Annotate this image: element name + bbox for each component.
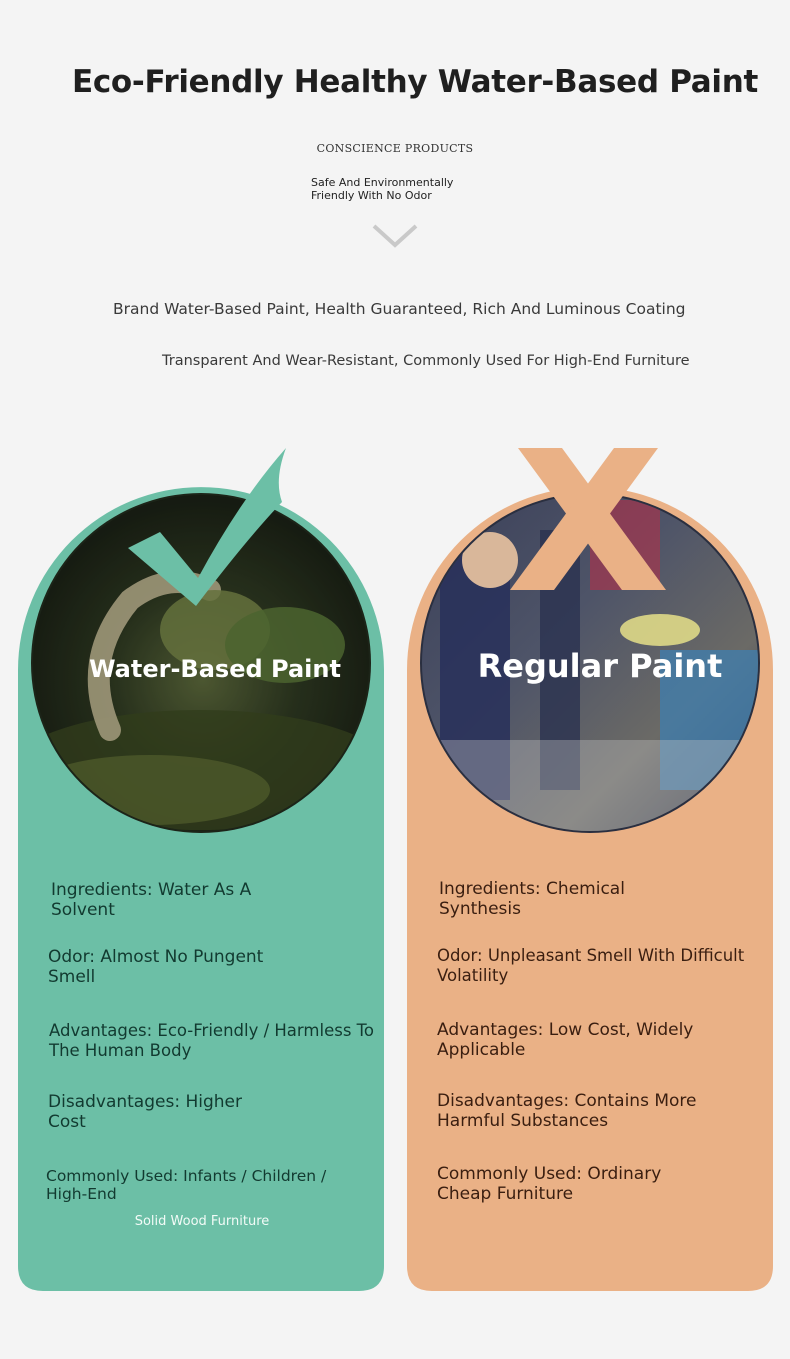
regular-paint-title: Regular Paint bbox=[477, 647, 723, 685]
regular-advantages: Advantages: Low Cost, Widely Applicable bbox=[437, 1020, 694, 1060]
description-line-1: Brand Water-Based Paint, Health Guaranteed, Rich And Luminous Coating bbox=[113, 300, 686, 318]
regular-disadvantages: Disadvantages: Contains More Harmful Substances bbox=[437, 1091, 697, 1131]
water-based-disadvantages: Disadvantages: Higher Cost bbox=[48, 1092, 242, 1132]
tagline bbox=[311, 176, 491, 202]
water-based-odor: Odor: Almost No Pungent Smell bbox=[48, 947, 264, 987]
water-based-ingredients: Ingredients: Water As A Solvent bbox=[51, 880, 252, 920]
regular-ingredients: Ingredients: Chemical Synthesis bbox=[439, 879, 625, 919]
regular-commonly-used: Commonly Used: Ordinary Cheap Furniture bbox=[437, 1164, 662, 1204]
tagline-line-2: Friendly With No Odor bbox=[311, 189, 432, 202]
page-title: Eco-Friendly Healthy Water-Based Paint bbox=[71, 64, 759, 100]
chevron-down-icon bbox=[372, 222, 418, 248]
page-subtitle: CONSCIENCE PRODUCTS bbox=[316, 142, 474, 155]
description-line-2: Transparent And Wear-Resistant, Commonly Used For High-End Furniture bbox=[162, 353, 690, 369]
water-based-advantages: Advantages: Eco-Friendly / Harmless To The Human Body bbox=[49, 1021, 375, 1060]
tagline-line-1: Safe And Environmentally bbox=[311, 176, 454, 189]
regular-odor: Odor: Unpleasant Smell With Difficult Volatility bbox=[437, 946, 745, 985]
water-based-commonly-used: Commonly Used: Infants / Children / High-End bbox=[46, 1167, 327, 1203]
water-based-title: Water-Based Paint bbox=[89, 655, 341, 683]
water-based-footer: Solid Wood Furniture bbox=[134, 1214, 270, 1229]
